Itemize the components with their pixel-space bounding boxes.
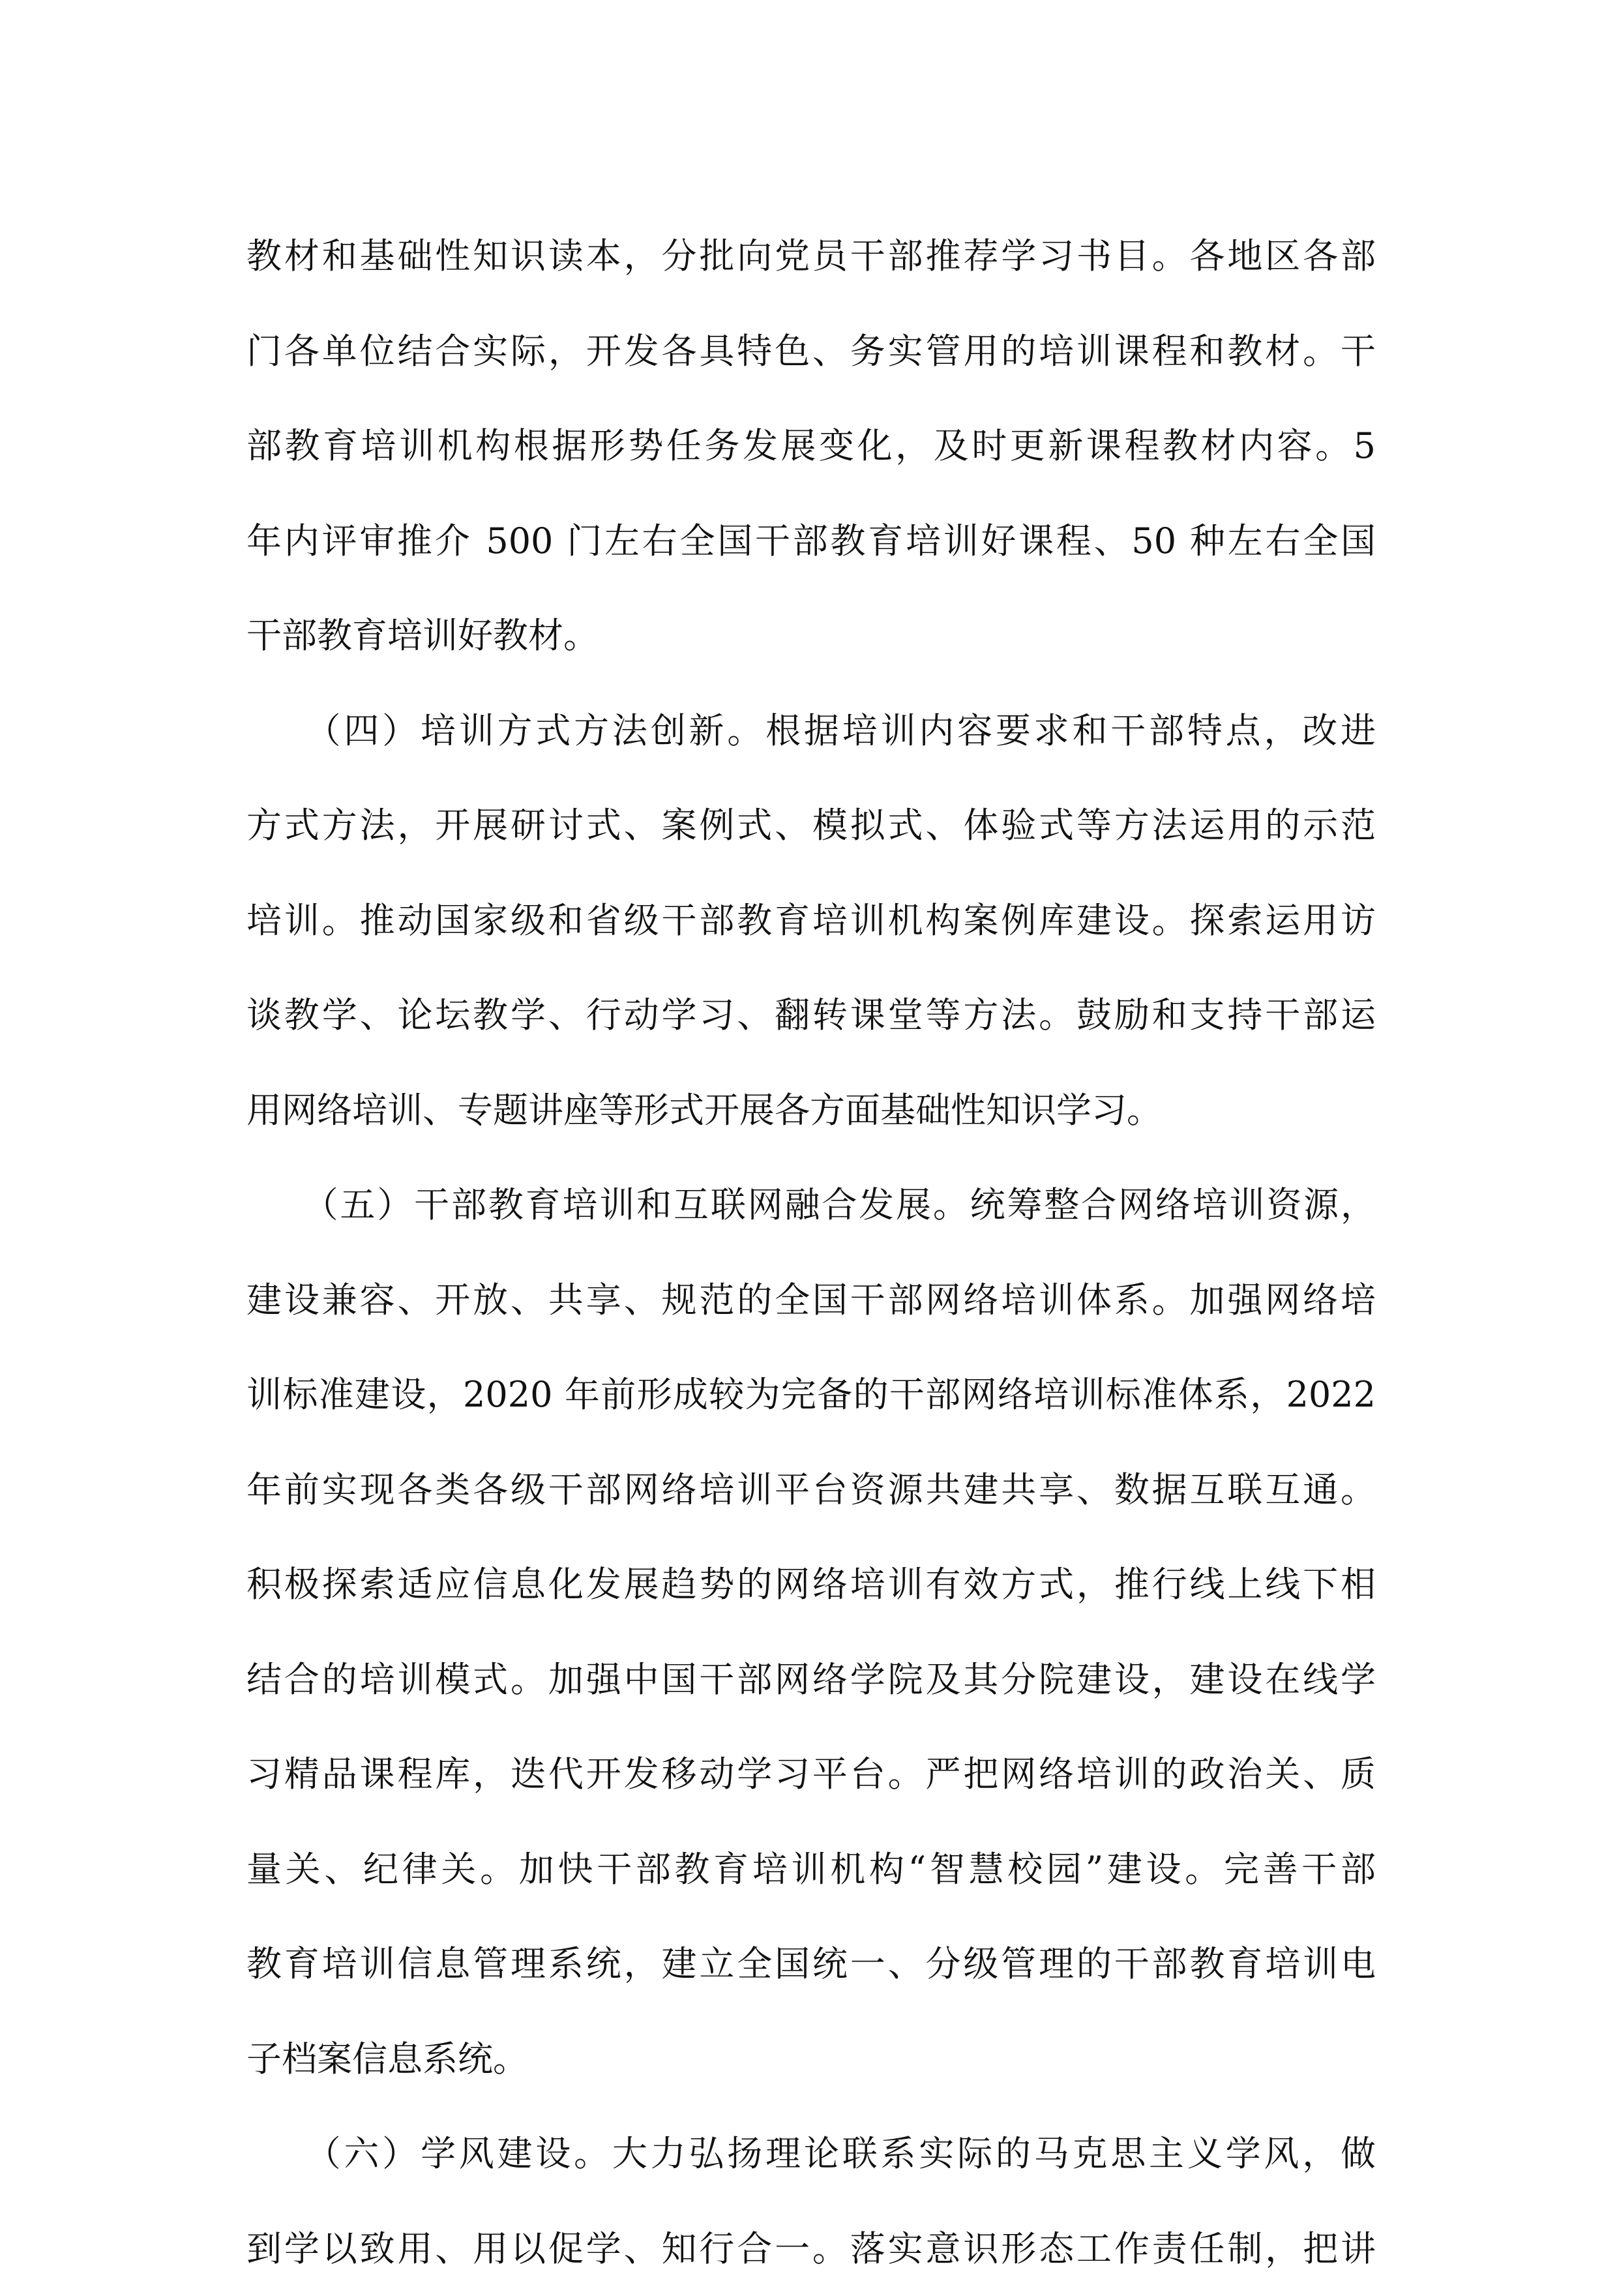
text-line: 结合的培训模式。加强中国干部网络学院及其分院建设，建设在线学: [246, 1632, 1376, 1727]
text-line: 建设兼容、开放、共享、规范的全国干部网络培训体系。加强网络培: [246, 1253, 1376, 1348]
text-line: （六）学风建设。大力弘扬理论联系实际的马克思主义学风，做: [246, 2106, 1376, 2201]
text-line: （四）培训方式方法创新。根据培训内容要求和干部特点，改进: [246, 683, 1376, 779]
text-line: 量关、纪律关。加快干部教育培训机构“智慧校园”建设。完善干部: [246, 1822, 1376, 1917]
text-line: 培训。推动国家级和省级干部教育培训机构案例库建设。探索运用访: [246, 873, 1376, 968]
text-line: 教材和基础性知识读本，分批向党员干部推荐学习书目。各地区各部: [246, 209, 1376, 304]
body-text: [246, 209, 1376, 2296]
text-line: 部教育培训机构根据形势任务发展变化，及时更新课程教材内容。5: [246, 398, 1376, 494]
text-line: 训标准建设，2020 年前形成较为完备的干部网络培训标准体系，2022: [246, 1347, 1376, 1442]
text-line: 谈教学、论坛教学、行动学习、翻转课堂等方法。鼓励和支持干部运: [246, 968, 1376, 1063]
text-line: 年前实现各类各级干部网络培训平台资源共建共享、数据互联互通。: [246, 1442, 1376, 1538]
paragraph-last-line: 用网络培训、专题讲座等形式开展各方面基础性知识学习。: [246, 1063, 1376, 1158]
text-line: 方式方法，开展研讨式、案例式、模拟式、体验式等方法运用的示范: [246, 778, 1376, 873]
text-line: 教育培训信息管理系统，建立全国统一、分级管理的干部教育培训电: [246, 1916, 1376, 2012]
text-line: （五）干部教育培训和互联网融合发展。统筹整合网络培训资源，: [246, 1157, 1376, 1253]
paragraph-last-line: 干部教育培训好教材。: [246, 588, 1376, 683]
text-line: 到学以致用、用以促学、知行合一。落实意识形态工作责任制，把讲: [246, 2201, 1376, 2296]
text-line: 习精品课程库，迭代开发移动学习平台。严把网络培训的政治关、质: [246, 1727, 1376, 1822]
text-line: 积极探索适应信息化发展趋势的网络培训有效方式，推行线上线下相: [246, 1537, 1376, 1632]
paragraph-last-line: 子档案信息系统。: [246, 2012, 1376, 2107]
text-line: 门各单位结合实际，开发各具特色、务实管用的培训课程和教材。干: [246, 304, 1376, 399]
text-line: 年内评审推介 500 门左右全国干部教育培训好课程、50 种左右全国: [246, 494, 1376, 589]
